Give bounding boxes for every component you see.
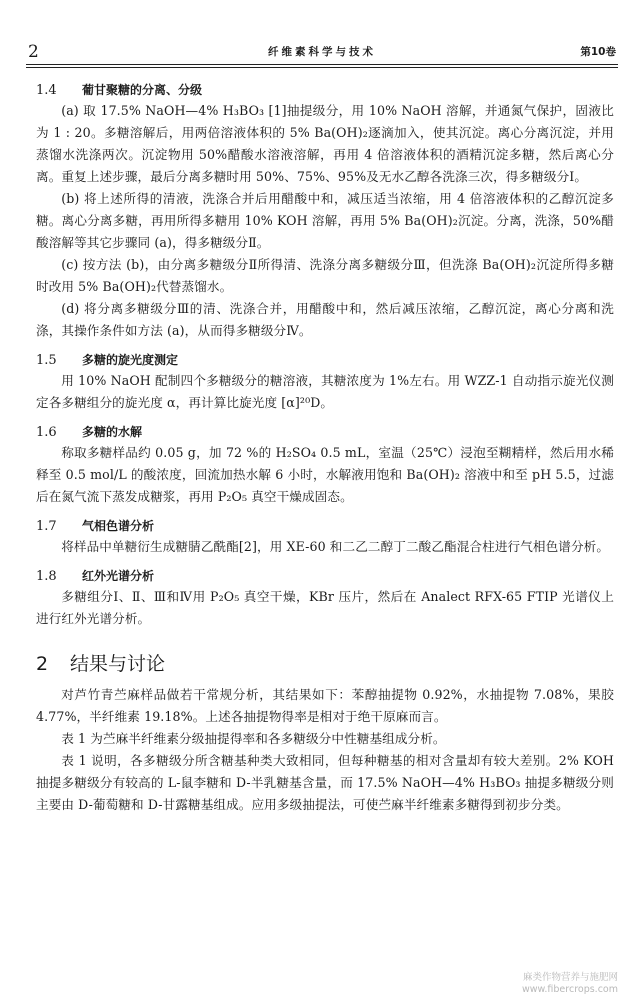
section-heading-1-5 [36,350,614,370]
section-number: 2 [36,653,49,675]
paragraph: (c) 按方法 (b)，由分离多糖级分Ⅱ所得清、洗涤分离多糖级分Ⅲ，但洗涤 Ba(OH)₂沉淀所得多糖时改用 5% Ba(OH)₂代替蒸馏水。 [36,257,614,294]
section-heading-1-6 [36,422,614,442]
section-number: 1.5 [36,353,57,368]
paragraph: 称取多糖样品约 0.05 g，加 72 %的 H₂SO₄ 0.5 mL，室温（25℃）浸泡至糊精样，然后用水稀释至 0.5 mol/L 的酸浓度，回流加热水解 6 小时，水解液用饱和 Ba(OH)₂ 溶液中和至 pH 5.5，过滤后在氮气流下蒸发成糖浆，再用 P₂O₅ 真空干燥成固态。 [36,445,614,504]
volume-label: 第10卷 [580,46,616,58]
section-heading-2 [36,644,614,684]
paragraph: (d) 将分离多糖级分Ⅲ的清、洗涤合并，用醋酸中和，然后减压浓缩，乙醇沉淀，离心分离和洗涤，其操作条件如方法 (a)，从而得多糖级分Ⅳ。 [36,301,614,338]
section-title: 葡甘聚糖的分离、分级 [82,83,203,97]
journal-title: 纤维素科学与技术 [268,46,376,58]
section-number: 1.8 [36,569,57,584]
watermark [448,972,618,996]
paragraph: 对芦竹青苎麻样品做若干常规分析，其结果如下：苯醇抽提物 0.92%，水抽提物 7.08%，果胶 4.77%，半纤维素 19.18%。上述各抽提物得率是相对于绝干原麻而言。 [36,687,614,724]
header-rule-top [26,64,618,65]
article-body [36,76,614,816]
paragraph: 将样品中单糖衍生成糖腈乙酰酯[2]，用 XE-60 和二乙二醇丁二酸乙酯混合柱进行气相色谱分析。 [61,539,610,554]
section-number: 1.7 [36,519,57,534]
section-title: 结果与讨论 [70,653,166,675]
watermark-line: www.fibercrops.com [521,984,618,995]
section-title: 红外光谱分析 [82,569,155,583]
paragraph: (a) 取 17.5% NaOH—4% H₃BO₃ [1]抽提级分，用 10% NaOH 溶解，并通氮气保护，固液比为 1 : 20。多糖溶解后，用两倍溶液体积的 5% Ba(OH)₂逐滴加入，使其沉淀。离心分离沉淀，并用蒸馏水洗涤两次。沉淀物用 50%醋酸水溶液溶解，再用 4 倍溶液体积的酒精沉淀多糖，然后离心分离。重复上述步骤，最后分离多糖时用 50%、75%、95%及无水乙醇各洗涤三次，得多糖级分Ⅰ。 [36,103,614,184]
page-number: 2 [28,42,39,62]
section-heading-1-7 [36,516,614,536]
paragraph: (b) 将上述所得的清液，洗涤合并后用醋酸中和，减压适当浓缩，用 4 倍溶液体积的乙醇沉淀多糖。离心分离多糖，再用所得多糖用 10% KOH 溶解，再用 5% Ba(OH)₂沉淀。分离，洗涤，50%醋酸溶解等其它步骤同 (a)，得多糖级分Ⅱ。 [36,191,614,250]
paragraph: 多糖组分Ⅰ、Ⅱ、Ⅲ和Ⅳ用 P₂O₅ 真空干燥，KBr 压片，然后在 Analect RFX-65 FTIP 光谱仪上进行红外光谱分析。 [36,589,614,626]
paragraph: 表 1 说明，各多糖级分所含糖基种类大致相同，但每种糖基的相对含量却有较大差别。2% KOH 抽提多糖级分有较高的 L-鼠李糖和 D-半乳糖基含量，而 17.5% NaOH—4% H₃BO₃ 抽提多糖级分则主要由 D-葡萄糖和 D-甘露糖基组成。应用多级抽提法，可使苎麻半纤维素多糖得到初步分类。 [36,753,614,812]
section-title: 多糖的旋光度测定 [82,353,179,367]
section-number: 1.6 [36,425,57,440]
section-heading-1-8 [36,566,614,586]
watermark-line: 麻类作物营养与施肥网 [522,972,618,983]
section-title: 多糖的水解 [82,425,143,439]
section-title: 气相色谱分析 [82,519,155,533]
section-number: 1.4 [36,83,57,98]
section-heading-1-4 [36,80,614,100]
paragraph: 用 10% NaOH 配制四个多糖级分的糖溶液，其糖浓度为 1%左右。用 WZZ-1 自动指示旋光仪测定各多糖组分的旋光度 α，再计算比旋光度 [α]²⁰D。 [36,373,614,410]
paragraph: 表 1 为苎麻半纤维素分级抽提得率和各多糖级分中性糖基组成分析。 [61,731,446,746]
running-header [28,36,616,64]
header-rule-bottom [26,67,618,68]
